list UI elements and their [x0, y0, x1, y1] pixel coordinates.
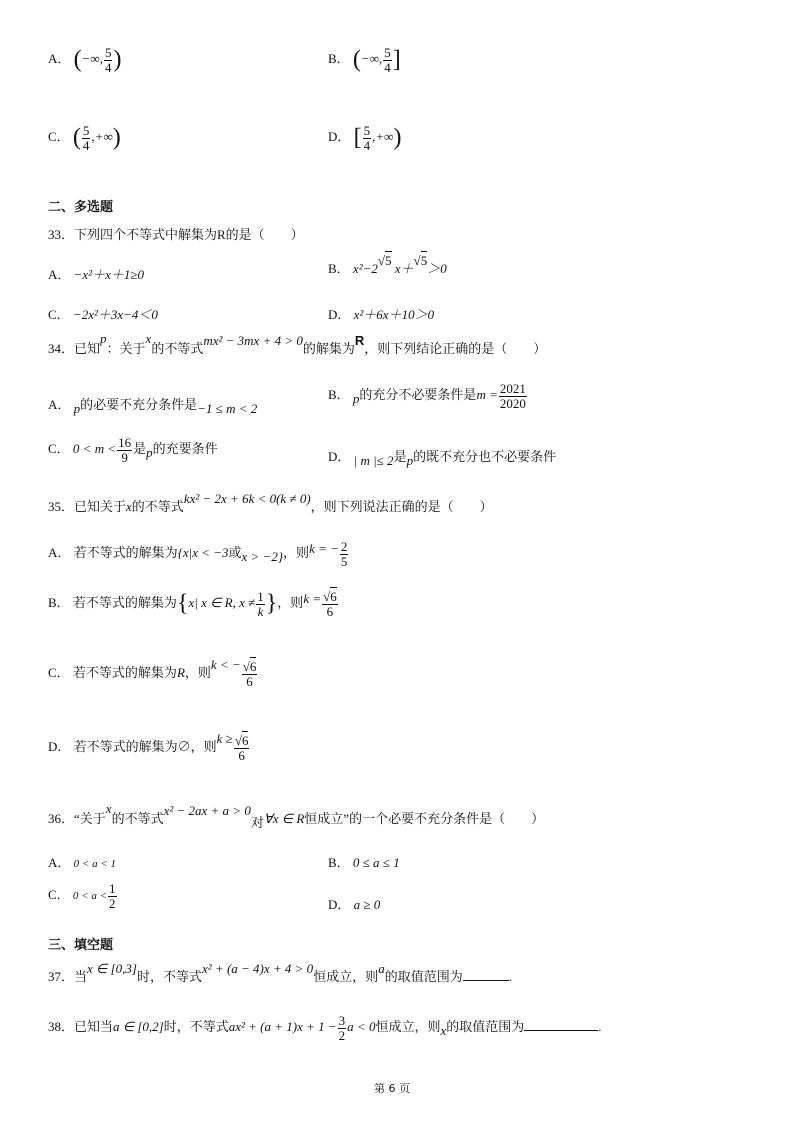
q33-option-a[interactable]: A． −x²＋x＋1≥0 [48, 267, 144, 282]
q36-option-c[interactable]: C． 0 < a < $\frac{1}{2}$ [48, 881, 116, 911]
q33-stem: 33．下列四个不等式中解集为R的是（ ） [48, 227, 304, 242]
q34-option-b[interactable]: B． p的充分不必要条件是m = $\frac{2021}{2020}$ [328, 381, 526, 411]
q36-option-a[interactable]: A． 0 < a < 1 [48, 855, 116, 870]
q38-stem: 38．已知当a ∈ [0,2]时，不等式ax² + (a + 1)x + 1 − $\frac{3}{2}$ a < 0恒成立，则x的取值范围为 . [48, 1013, 602, 1043]
q36-stem: 36．“关于x的不等式x² − 2ax + a > 0对∀x ∈ R恒成立”的一个必要不充分条件是（ ） [48, 801, 545, 830]
q34-option-a[interactable]: A． p的必要不充分条件是−1 ≤ m < 2 [48, 397, 258, 416]
q33-option-d[interactable]: D． x²＋6x＋10＞0 [328, 307, 435, 322]
q37-answer-blank[interactable] [463, 980, 509, 981]
q34-option-d[interactable]: D． | m |≤ 2是p的既不充分也不必要条件 [328, 449, 557, 468]
q35-option-d[interactable]: D． 若不等式的解集为∅，则k ≥ $\frac{√6}{6}$ [48, 731, 249, 763]
q33-option-b[interactable]: B． x²−2√5 x＋√5＞0 [328, 253, 447, 276]
q35-option-a[interactable]: A． 若不等式的解集为{x|x < −3或x > −2}，则k = − $\frac{2}{5}$ [48, 539, 348, 569]
q36-option-b[interactable]: B． 0 ≤ a ≤ 1 [328, 855, 400, 870]
q32-option-b[interactable]: B． (−∞, $\frac{5}{4}$ ] [328, 45, 401, 75]
q34-stem: 34．已知p：关于x的不等式mx² − 3mx + 4 > 0的解集为R，则下列结论正确的是（ ） [48, 331, 547, 356]
q32-option-d[interactable]: D． [ $\frac{5}{4}$ ,+∞) [328, 123, 402, 153]
q33-option-c[interactable]: C． −2x²＋3x−4＜0 [48, 307, 158, 322]
q37-stem: 37．当x ∈ [0,3]时，不等式x² + (a − 4)x + 4 > 0恒成立，则a的取值范围为 . [48, 961, 512, 984]
q38-answer-blank[interactable] [524, 1030, 598, 1031]
page-number: 第 6 页 [374, 1082, 410, 1095]
section-heading-multi-choice: 二、多选题 [48, 200, 114, 215]
q35-option-c[interactable]: C． 若不等式的解集为R，则k < − $\frac{√6}{6}$ [48, 657, 257, 689]
section-heading-fill-in: 三、填空题 [48, 938, 114, 953]
q32-option-c[interactable]: C． ( $\frac{5}{4}$ ,+∞) [48, 123, 121, 153]
q35-option-b[interactable]: B． 若不等式的解集为{x| x ∈ R, x ≠ $\frac{1}{k}$ }，则k = $\frac{√6}{6}$ [48, 589, 337, 619]
q34-option-c[interactable]: C． 0 < m < $\frac{16}{9}$ 是p的充要条件 [48, 435, 218, 465]
q35-stem: 35．已知关于x的不等式kx² − 2x + 6k < 0(k ≠ 0)，则下列说法正确的是（ ） [48, 491, 493, 514]
q32-option-a[interactable]: A． (−∞, $\frac{5}{4}$ ) [48, 45, 122, 75]
q36-option-d[interactable]: D． a ≥ 0 [328, 897, 381, 912]
